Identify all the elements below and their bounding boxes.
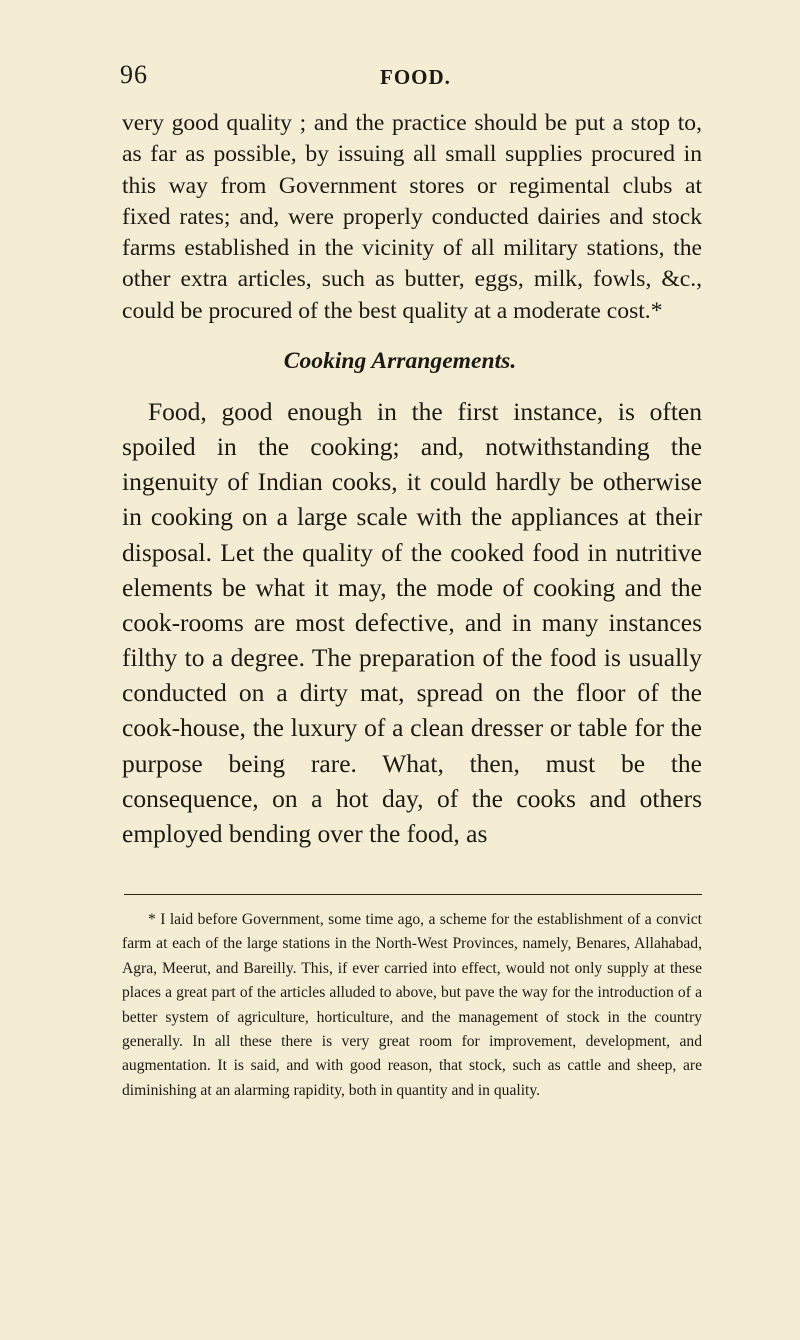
section-heading: Cooking Arrangements.	[283, 348, 517, 374]
body-paragraph-continued: very good quality ; and the practice should be put a stop to, as far as possible, by issuing all small supplies procured in this way from Government stores or regimental clubs at fixed rates; and, were properly conducted dairies and stock farms established in the vicinity of all military stations, the other extra articles, such as butter, eggs, milk, fowls, &c., could be procured of the best quality at a moderate cost.*	[122, 110, 702, 324]
footnote: * I laid before Government, some time ago, a scheme for the establishment of a convict farm at each of the large stations in the North-West Provinces, namely, Benares, Allahabad, Agra, Meerut, and Bareilly. This, if ever carried into effect, would not only supply at these places a great part of the articles alluded to above, but pave the way for the introduction of a better system of agriculture, horticulture, and the management of stock in the country generally. In all these there is very great room for improvement, development, and augmentation. It is said, and with good reason, that stock, such as cattle and sheep, are diminishing at an alarming rapidity, both in quantity and in quality.	[122, 911, 702, 1099]
running-title: FOOD.	[380, 65, 451, 89]
page-number: 96	[120, 60, 148, 89]
body-paragraph-cooking: Food, good enough in the first instance, is often spoiled in the cooking; and, notwithstanding the ingenuity of Indian cooks, it could hardly be otherwise in cooking on a large scale with the appliances at their disposal. Let the quality of the cooked food in nutritive elements be what it may, the mode of cooking and the cook-rooms are most defective, and in many instances filthy to a degree. The preparation of the food is usually conducted on a dirty mat, spread on the floor of the cook-house, the luxury of a clean dresser or table for the purpose being rare. What, then, must be the consequence, on a hot day, of the cooks and others employed bending over the food, as	[122, 397, 702, 848]
footnote-divider	[124, 894, 702, 895]
